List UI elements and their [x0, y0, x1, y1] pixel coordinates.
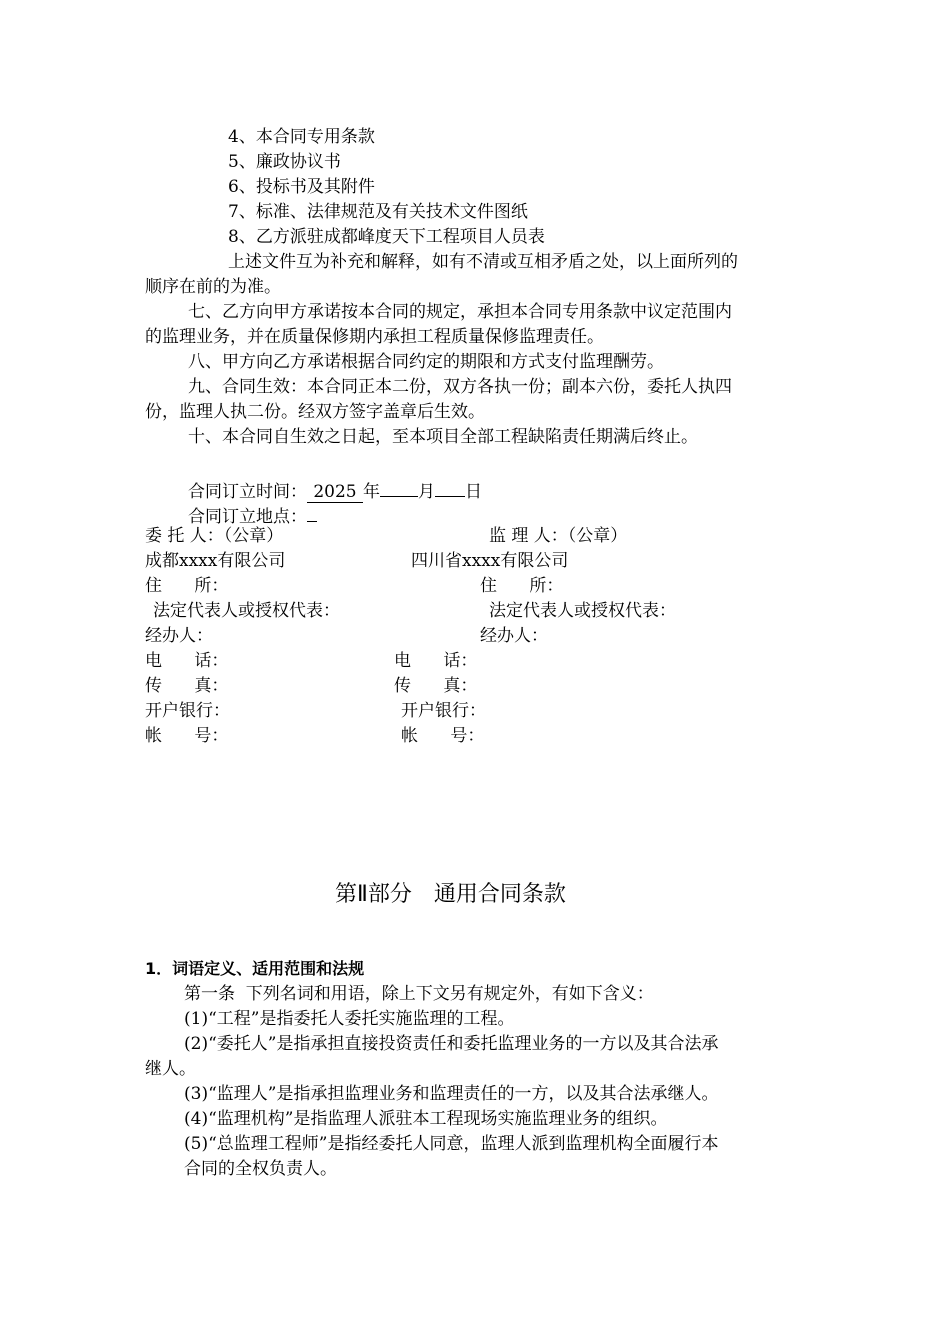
client-title: 委 托 人：（公章）: [145, 526, 284, 546]
clause-8: 八、甲方向乙方承诺根据合同约定的期限和方式支付监理酬劳。: [188, 352, 664, 372]
definition-3: (3)“监理人”是指承担监理业务和监理责任的一方，以及其合法承继人。: [184, 1084, 719, 1104]
signing-time-row: [188, 476, 482, 503]
definition-2-line2: 继人。: [145, 1059, 196, 1079]
section1-heading: 1．词语定义、适用范围和法规: [145, 959, 365, 978]
supervisor-account: 帐 号：: [401, 726, 485, 746]
supervisor-fax: 传 真：: [394, 676, 478, 696]
supervisor-title: 监 理 人：（公章）: [489, 526, 628, 546]
attachment-item-5: 5、廉政协议书: [228, 152, 341, 172]
signing-place-label: 合同订立地点：: [188, 507, 307, 527]
definition-5-line1: (5)“总监理工程师”是指经委托人同意，监理人派到监理机构全面履行本: [184, 1134, 719, 1154]
signing-time-label: 合同订立时间：: [188, 482, 307, 502]
clause-9-line1: 九、合同生效：本合同正本二份，双方各执一份；副本六份，委托人执四: [188, 377, 732, 397]
signing-day-unit: 日: [465, 482, 482, 502]
supervisor-company: 四川省xxxx有限公司: [411, 551, 569, 571]
supervisor-phone: 电 话：: [394, 651, 478, 671]
attachment-item-7: 7、标准、法律规范及有关技术文件图纸: [228, 202, 528, 222]
client-company: 成都xxxx有限公司: [145, 551, 286, 571]
supervisor-bank: 开户银行：: [401, 701, 486, 721]
definition-1: (1)“工程”是指委托人委托实施监理的工程。: [184, 1009, 515, 1029]
client-handler: 经办人：: [145, 626, 213, 646]
order-note-line2: 顺序在前的为准。: [145, 277, 281, 297]
signing-month-blank: [380, 476, 418, 497]
client-representative: 法定代表人或授权代表：: [153, 601, 340, 621]
attachment-item-6: 6、投标书及其附件: [228, 177, 375, 197]
clause-7-line2: 的监理业务，并在质量保修期内承担工程质量保修监理责任。: [145, 327, 604, 347]
signing-month-unit: 月: [418, 482, 435, 502]
clause-7-line1: 七、乙方向甲方承诺按本合同的规定，承担本合同专用条款中议定范围内: [188, 302, 732, 322]
client-account: 帐 号：: [145, 726, 229, 746]
clause-10: 十、本合同自生效之日起，至本项目全部工程缺陷责任期满后终止。: [188, 427, 698, 447]
signing-place-row: [188, 501, 317, 528]
attachment-item-4: 4、本合同专用条款: [228, 127, 375, 147]
definition-4: (4)“监理机构”是指监理人派驻本工程现场实施监理业务的组织。: [184, 1109, 668, 1129]
part2-title: 第Ⅱ部分 通用合同条款: [335, 882, 566, 907]
client-phone: 电 话：: [145, 651, 229, 671]
supervisor-address: 住 所：: [480, 576, 564, 596]
client-address: 住 所：: [145, 576, 229, 596]
signing-day-blank: [435, 476, 465, 497]
client-bank: 开户银行：: [145, 701, 230, 721]
signing-place-blank: [307, 501, 317, 522]
supervisor-handler: 经办人：: [480, 626, 548, 646]
definition-2-line1: (2)“委托人”是指承担直接投资责任和委托监理业务的一方以及其合法承: [184, 1034, 719, 1054]
order-note-line1: 上述文件互为补充和解释，如有不清或互相矛盾之处，以上面所列的: [228, 252, 738, 272]
clause-9-line2: 份，监理人执二份。经双方签字盖章后生效。: [145, 402, 485, 422]
definition-5-line2: 合同的全权负责人。: [184, 1159, 337, 1179]
supervisor-representative: 法定代表人或授权代表：: [489, 601, 676, 621]
signing-year: 2025: [307, 482, 363, 503]
signing-year-unit: 年: [363, 482, 380, 502]
attachment-item-8: 8、乙方派驻成都峰度天下工程项目人员表: [228, 227, 545, 247]
client-fax: 传 真：: [145, 676, 229, 696]
article-1: 第一条 下列名词和用语，除上下文另有规定外，有如下含义：: [184, 984, 654, 1004]
